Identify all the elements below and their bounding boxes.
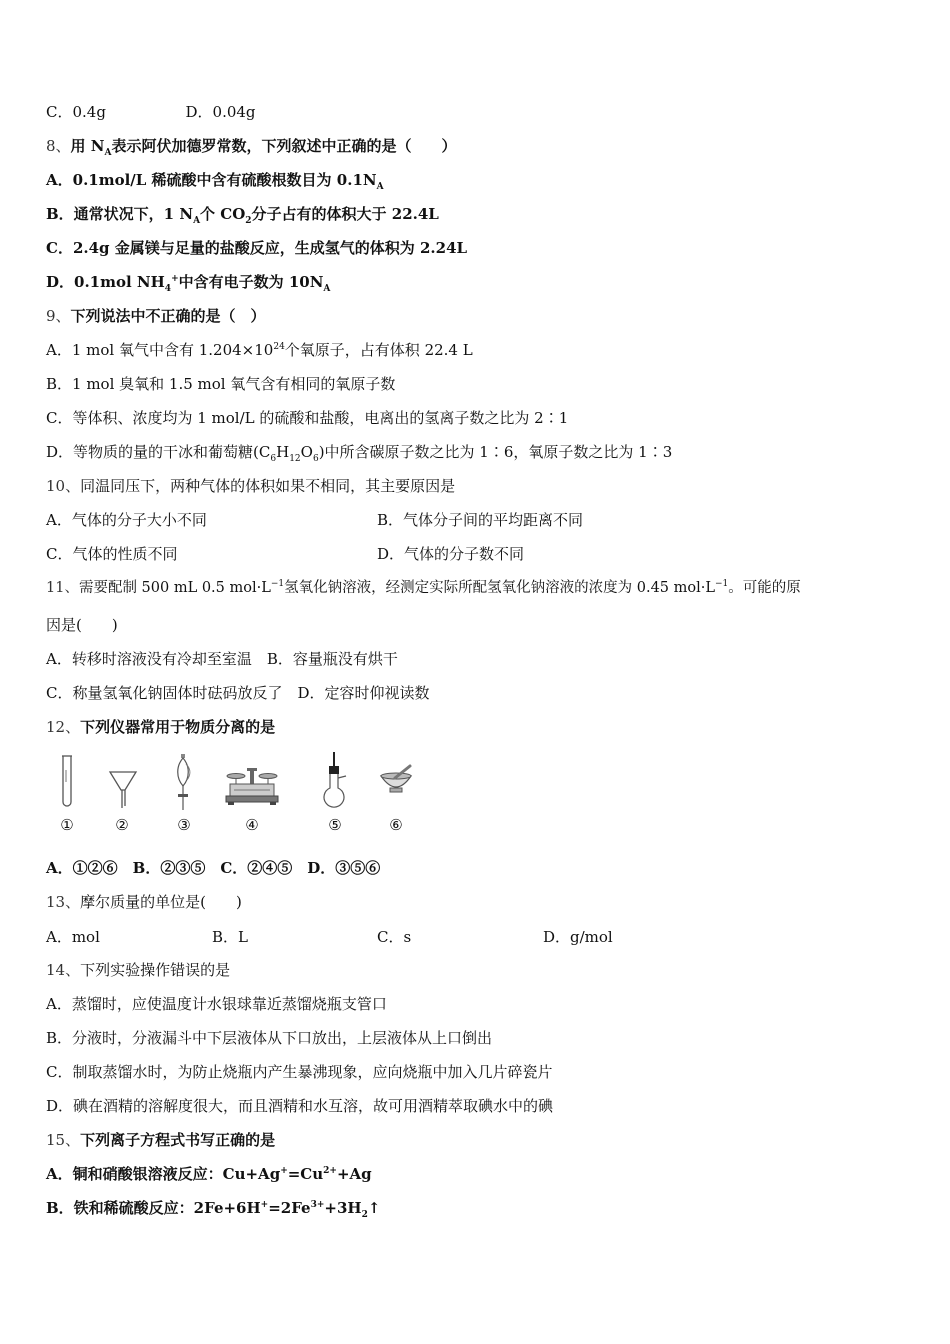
test-tube-icon — [60, 752, 74, 810]
balance-icon — [224, 752, 280, 810]
q8-stem: 8、用 $N_A$表示阿伏加德罗常数，下列叙述中正确的是（ ） — [46, 137, 457, 158]
q13-option-d: D．g/mol — [543, 928, 613, 946]
q8-option-d: D．0.1mol $NH_4^+$中含有电子数为 $10N_A$ — [46, 273, 331, 294]
q12-stem: 12、下列仪器常用于物质分离的是 — [46, 718, 276, 736]
q7-option-c: C．0.4g — [46, 103, 106, 121]
q9-option-d: D．等物质的量的干冰和葡萄糖$(C_6H_{12}O_6)$中所含碳原子数之比为 1∶6，氧原子数之比为 1∶3 — [46, 443, 673, 464]
q7-option-d: D．0.04g — [185, 103, 256, 121]
q10-stem: 10、同温同压下，两种气体的体积如果不相同，其主要原因是 — [46, 477, 456, 495]
q14-stem: 14、下列实验操作错误的是 — [46, 961, 231, 979]
q15-stem: 15、下列离子方程式书写正确的是 — [46, 1131, 276, 1149]
figure-label-2: ② — [115, 816, 129, 834]
separatory-funnel-icon — [172, 752, 196, 812]
q8-option-a: A．0.1mol/L 稀硫酸中含有硫酸根数目为 $0.1N_A$ — [46, 171, 384, 192]
q10-option-d: D．气体的分子数不同 — [377, 545, 525, 563]
q11-options-ab: A．转移时溶液没有冷却至室温 B．容量瓶没有烘干 — [46, 650, 398, 668]
funnel-icon — [108, 752, 138, 810]
q13-option-c: C．s — [377, 928, 412, 946]
q9-stem: 9、下列说法中不正确的是（ ） — [46, 307, 266, 325]
q11-stem: 11、需要配制 500 mL 0.5 $mol\cdot L^{-1}$氢氧化钠溶液，经测定实际所配氢氧化钠溶液的浓度为 0.45 $mol\cdot L^{-1}$。可能的原 — [46, 579, 801, 596]
q15-option-b: B．铁和稀硫酸反应：$2Fe+6H^+=2Fe^{3+}+3H_2↑$ — [46, 1199, 381, 1220]
q14-option-c: C．制取蒸馏水时，为防止烧瓶内产生暴沸现象，应向烧瓶中加入几片碎瓷片 — [46, 1063, 553, 1081]
q10-option-a: A．气体的分子大小不同 — [46, 511, 207, 529]
q12-apparatus-figures — [46, 752, 466, 842]
q14-option-d: D．碘在酒精的溶解度很大，而且酒精和水互溶，故可用酒精萃取碘水中的碘 — [46, 1097, 554, 1115]
figure-label-5: ⑤ — [328, 816, 342, 834]
q11-stem-line2: 因是( ) — [46, 616, 118, 634]
q14-option-a: A．蒸馏时，应使温度计水银球靠近蒸馏烧瓶支管口 — [46, 995, 387, 1013]
distillation-flask-icon — [320, 752, 350, 814]
mortar-pestle-icon — [378, 752, 414, 810]
q14-option-b: B．分液时，分液漏斗中下层液体从下口放出，上层液体从上口倒出 — [46, 1029, 493, 1047]
q7-options — [46, 102, 256, 122]
q9-option-c: C．等体积、浓度均为 1 mol/L 的硫酸和盐酸，电离出的氢离子数之比为 2∶1 — [46, 409, 569, 427]
q8-option-b: B．通常状况下，1 $N_A$个 $CO_2$分子占有的体积大于 22.4L — [46, 205, 439, 226]
figure-label-6: ⑥ — [389, 816, 403, 834]
q15-option-a: A．铜和硝酸银溶液反应：$Cu+Ag^+=Cu^{2+}+Ag$ — [46, 1165, 372, 1183]
q13-option-b: B．L — [212, 928, 248, 946]
q8-option-c: C．2.4g 金属镁与足量的盐酸反应，生成氢气的体积为 2.24L — [46, 239, 468, 257]
q9-option-b: B．1 mol 臭氧和 1.5 mol 氧气含有相同的氧原子数 — [46, 375, 396, 393]
figure-label-3: ③ — [177, 816, 191, 834]
figure-label-1: ① — [60, 816, 74, 834]
q9-option-a: A．1 mol 氧气中含有 $1.204\times 10^{24}$个氧原子，占有体积 22.4 L — [46, 341, 473, 359]
q10-option-c: C．气体的性质不同 — [46, 545, 178, 563]
q11-options-cd: C．称量氢氧化钠固体时砝码放反了 D．定容时仰视读数 — [46, 684, 430, 702]
q12-options: A．①②⑥ B．②③⑤ C．②④⑤ D．③⑤⑥ — [46, 859, 381, 877]
q13-option-a: A．mol — [46, 928, 100, 946]
q10-option-b: B．气体分子间的平均距离不同 — [377, 511, 584, 529]
q13-stem: 13、摩尔质量的单位是( ) — [46, 893, 242, 911]
figure-label-4: ④ — [245, 816, 259, 834]
